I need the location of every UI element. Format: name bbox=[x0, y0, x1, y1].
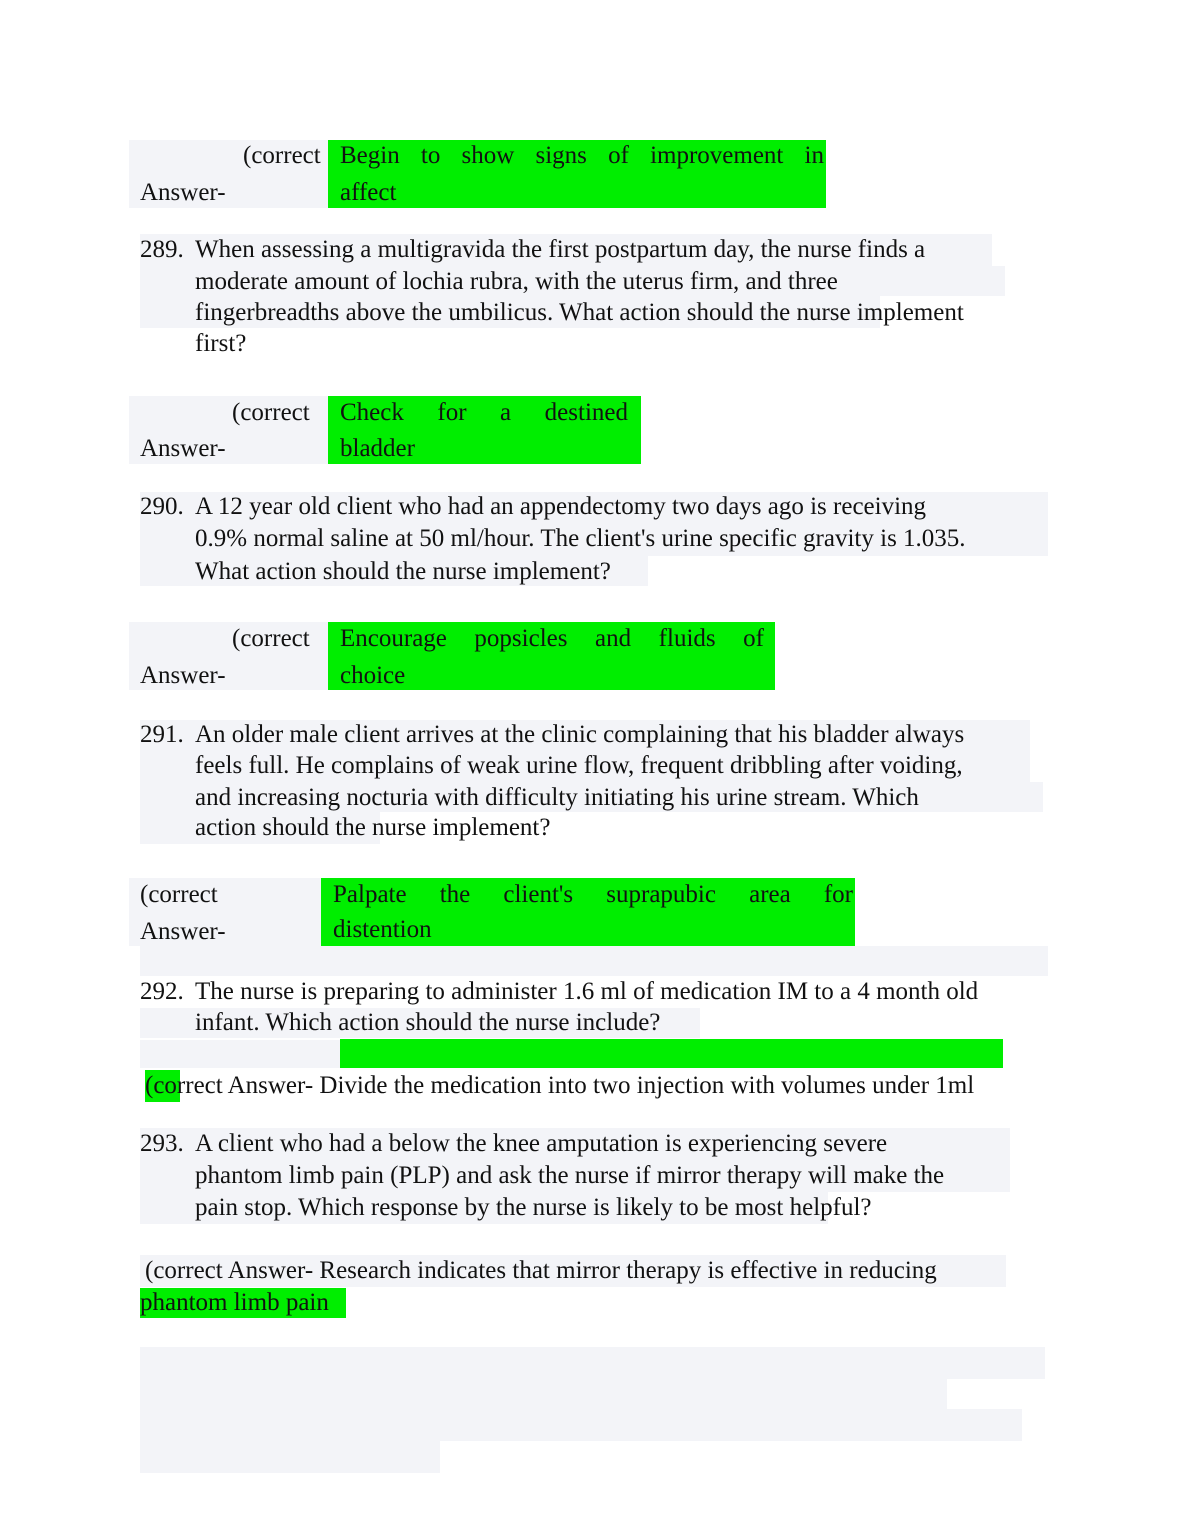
answer-text-line2: bladder bbox=[340, 435, 415, 462]
question-text-line: A 12 year old client who had an appendectomy two days ago is receiving bbox=[195, 493, 927, 520]
answer-text: Check for a destined bbox=[340, 399, 628, 426]
answer-prefix-label: Answer- bbox=[140, 662, 226, 689]
blank-shaded-block bbox=[140, 1409, 1022, 1441]
answer-prefix-label: Answer- bbox=[140, 435, 226, 462]
answer-text-line2: phantom limb pain bbox=[140, 1289, 329, 1316]
question-number: 291. bbox=[140, 721, 184, 748]
question-text-line: What action should the nurse implement? bbox=[195, 558, 611, 585]
answer-highlight-text: (co bbox=[145, 1072, 177, 1099]
question-number: 289. bbox=[140, 236, 184, 263]
answer-text: (correct Answer- Research indicates that mirror therapy is effective in reducing bbox=[145, 1257, 937, 1284]
question-text-line: feels full. He complains of weak urine flow, frequent dribbling after voiding, bbox=[195, 752, 963, 779]
answer-text: Palpate the client's suprapubic area for bbox=[333, 881, 853, 908]
answer-text: rrect Answer- Divide the medication into two injection with volumes under 1ml bbox=[176, 1072, 975, 1099]
question-text-line: An older male client arrives at the clinic complaining that his bladder always bbox=[195, 721, 965, 748]
question-number: 293. bbox=[140, 1130, 184, 1157]
blank-shaded-block bbox=[140, 1441, 440, 1473]
answer-highlight bbox=[340, 1039, 1003, 1068]
question-text-line: The nurse is preparing to administer 1.6 ml of medication IM to a 4 month old bbox=[195, 978, 979, 1005]
question-text-line: A client who had a below the knee amputation is experiencing severe bbox=[195, 1130, 888, 1157]
answer-label-bg bbox=[140, 1040, 340, 1068]
answer-prefix-label: Answer- bbox=[140, 179, 226, 206]
question-number: 292. bbox=[140, 978, 184, 1005]
question-text-line: When assessing a multigravida the first postpartum day, the nurse finds a bbox=[195, 236, 926, 263]
answer-text-line2: distention bbox=[333, 916, 432, 943]
question-text-line: fingerbreadths above the umbilicus. What action should the nurse implement bbox=[195, 299, 964, 326]
answer-text: Encourage popsicles and fluids of bbox=[340, 625, 764, 652]
answer-prefix-correct: (correct bbox=[140, 881, 218, 908]
answer-prefix-correct: (correct bbox=[243, 142, 321, 169]
question-text-line: phantom limb pain (PLP) and ask the nurse if mirror therapy will make the bbox=[195, 1162, 945, 1189]
answer-text: Begin to show signs of improvement in bbox=[340, 142, 824, 169]
answer-prefix-correct: (correct bbox=[232, 399, 310, 426]
answer-line bbox=[145, 1070, 974, 1102]
answer-prefix-correct: (correct bbox=[232, 625, 310, 652]
answer-prefix-label: Answer- bbox=[140, 918, 226, 945]
question-text-line: infant. Which action should the nurse include? bbox=[195, 1009, 661, 1036]
answer-text-line2: affect bbox=[340, 179, 397, 206]
question-text-line: 0.9% normal saline at 50 ml/hour. The client's urine specific gravity is 1.035. bbox=[195, 525, 966, 552]
answer-text-line2: choice bbox=[340, 662, 406, 689]
question-text-line: moderate amount of lochia rubra, with the uterus firm, and three bbox=[195, 268, 838, 295]
question-number: 290. bbox=[140, 493, 184, 520]
blank-shaded-block bbox=[140, 1379, 947, 1409]
blank-shaded-block bbox=[140, 1347, 1045, 1379]
question-line-bg bbox=[140, 946, 1048, 976]
question-text-line: first? bbox=[195, 330, 247, 357]
question-text-line: action should the nurse implement? bbox=[195, 814, 551, 841]
question-text-line: and increasing nocturia with difficulty initiating his urine stream. Which bbox=[195, 784, 919, 811]
question-text-line: pain stop. Which response by the nurse is likely to be most helpful? bbox=[195, 1194, 872, 1221]
